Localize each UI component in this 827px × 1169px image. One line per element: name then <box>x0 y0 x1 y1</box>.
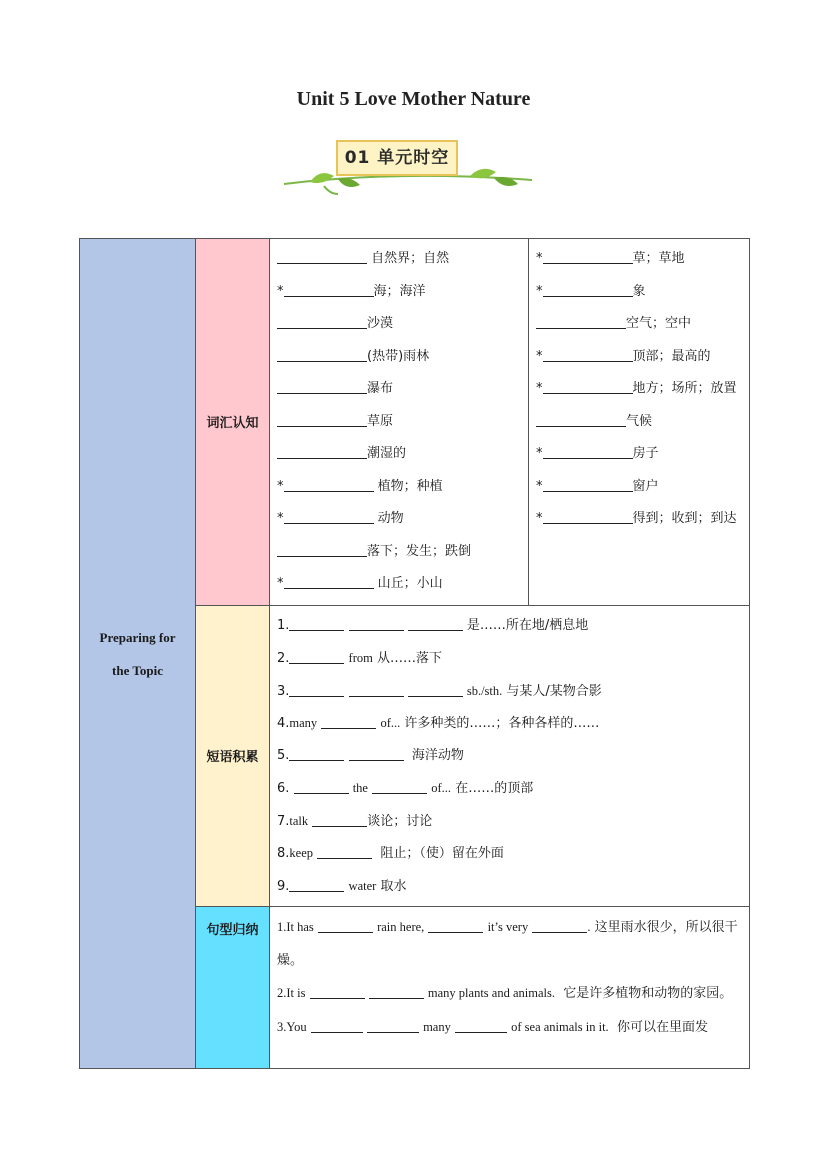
vocab-row <box>277 276 528 309</box>
blank[interactable] <box>289 649 344 664</box>
vocab-row <box>277 373 528 406</box>
sentence-text: . <box>587 920 591 934</box>
vocab-left-cell <box>270 239 529 606</box>
phrase-gloss: 许多种类的……；各种各样的…… <box>404 716 600 731</box>
blank[interactable] <box>289 682 344 697</box>
phrase-gloss: 从……落下 <box>377 651 443 666</box>
category-phrase: 短语积累 <box>196 605 270 907</box>
phrase-word: keep <box>289 846 314 860</box>
blank[interactable] <box>284 574 374 589</box>
vocab-gloss: 自然界；自然 <box>367 251 450 266</box>
vocab-gloss: 空气；空中 <box>626 316 692 331</box>
vocab-gloss: 潮湿的 <box>367 446 407 461</box>
vocab-row <box>536 471 749 504</box>
star-mark: * <box>536 251 543 266</box>
sentence-translation: 它是许多植物和动物的家园。 <box>563 986 733 1001</box>
vocab-gloss: 顶部；最高的 <box>632 348 711 364</box>
vocab-row <box>536 243 749 276</box>
star-mark: * <box>536 381 543 396</box>
topic-cell <box>80 239 196 1069</box>
blank[interactable] <box>312 812 367 827</box>
vocab-row <box>277 406 528 439</box>
phrase-word: talk <box>289 813 309 828</box>
sentence-text: of sea animals in it. <box>511 1019 609 1034</box>
sentence-3 <box>277 1011 743 1045</box>
sentence-text: 2.It is <box>277 986 306 1000</box>
vocab-gloss: 落下；发生；跌倒 <box>367 543 472 559</box>
phrase-word: many <box>289 716 318 730</box>
blank[interactable] <box>277 347 367 362</box>
phrase-gloss: 取水 <box>380 878 407 894</box>
blank[interactable] <box>349 682 404 697</box>
blank[interactable] <box>277 412 367 427</box>
vocab-gloss: 象 <box>632 283 646 299</box>
phrase-gloss: 海洋动物 <box>411 747 464 763</box>
vocab-gloss: 沙漠 <box>367 316 394 331</box>
phrase-word: sb./sth. <box>466 683 503 698</box>
vocab-gloss: 气候 <box>626 413 653 429</box>
phrase-gloss: 阻止；（使）留在外面 <box>380 846 504 861</box>
phrase-row-6: 6. the of... 在……的顶部 <box>277 781 534 796</box>
star-mark: * <box>277 478 284 494</box>
star-mark: * <box>536 446 543 461</box>
blank[interactable] <box>543 477 633 492</box>
star-mark: * <box>277 511 284 526</box>
blank[interactable] <box>455 1018 507 1033</box>
phrase-row-1: 1. 是……所在地/栖息地 <box>277 617 589 633</box>
phrase-gloss: 与某人/某物合影 <box>506 683 602 699</box>
star-mark: * <box>536 478 543 494</box>
blank[interactable] <box>372 779 427 794</box>
phrase-word: the <box>352 781 368 795</box>
blank[interactable] <box>543 347 633 362</box>
page-title: Unit 5 Love Mother Nature <box>296 88 531 110</box>
vocab-row <box>277 471 528 504</box>
blank[interactable] <box>543 282 633 297</box>
phrase-word: of... <box>431 781 452 795</box>
vocab-gloss: 动物 <box>373 511 404 526</box>
blank[interactable] <box>543 379 633 394</box>
blank[interactable] <box>536 412 626 427</box>
sentence-list <box>270 907 749 1044</box>
sentence-2 <box>277 977 743 1011</box>
section-banner <box>280 136 540 200</box>
vocab-row <box>536 406 749 439</box>
sentence-translation: 这里雨水很少，所以很干燥。 <box>277 920 738 968</box>
vocab-gloss: (热带)雨林 <box>367 348 430 364</box>
phrase-gloss: 在……的顶部 <box>455 781 534 796</box>
blank[interactable] <box>349 746 404 761</box>
vocab-gloss: 瀑布 <box>367 381 394 396</box>
blank[interactable] <box>367 1018 419 1033</box>
vocab-right-cell <box>529 239 750 606</box>
vocab-gloss: 山丘；小山 <box>373 576 443 591</box>
vocab-row <box>277 243 528 276</box>
phrase-row-3: 3. sb./sth. 与某人/某物合影 <box>277 683 602 699</box>
blank[interactable] <box>408 616 463 631</box>
blank[interactable] <box>277 444 367 459</box>
blank[interactable] <box>543 509 633 524</box>
vocab-gloss: 草；草地 <box>632 251 685 266</box>
blank[interactable] <box>289 616 344 631</box>
blank[interactable] <box>289 877 344 892</box>
vocab-row <box>277 568 528 601</box>
vocab-row <box>536 373 749 406</box>
blank[interactable] <box>321 714 376 729</box>
star-mark: * <box>536 348 543 364</box>
phrase-word: of... <box>380 716 401 730</box>
phrase-row-9: 9. water 取水 <box>277 878 407 894</box>
topic-line1: Preparing for <box>99 629 176 645</box>
blank[interactable] <box>284 509 374 524</box>
phrase-list <box>270 606 749 907</box>
vocab-gloss: 植物；种植 <box>373 478 443 494</box>
phrase-word: from <box>348 651 373 665</box>
category-vocab: 词汇认知 <box>196 239 270 606</box>
vocab-gloss: 得到；收到；到达 <box>632 511 737 526</box>
banner-label: 01 单元时空 <box>344 148 450 168</box>
sentence-text: it’s very <box>487 920 529 934</box>
blank[interactable] <box>289 746 344 761</box>
sentence-text: 1.It has <box>277 920 314 934</box>
phrase-row-4: 4.many of... 许多种类的……；各种各样的…… <box>277 716 600 731</box>
star-mark: * <box>277 576 284 591</box>
sentence-text: 3.You <box>277 1019 307 1034</box>
vocab-gloss: 海；海洋 <box>373 283 426 299</box>
blank[interactable] <box>543 444 633 459</box>
sentence-1 <box>277 911 743 977</box>
phrase-cell <box>270 605 750 907</box>
vocab-row <box>277 341 528 374</box>
blank[interactable] <box>284 477 374 492</box>
vocab-row <box>536 438 749 471</box>
blank[interactable] <box>277 379 367 394</box>
phrase-row-5: 5. 海洋动物 <box>277 747 464 763</box>
sentence-text: many plants and animals. <box>427 986 555 1000</box>
blank[interactable] <box>277 249 367 264</box>
vocab-gloss: 房子 <box>632 446 659 461</box>
vocab-gloss: 地方；场所；放置 <box>632 381 737 396</box>
phrase-gloss: 是……所在地/栖息地 <box>466 617 589 633</box>
topic-line2: the Topic <box>112 662 163 678</box>
blank[interactable] <box>317 844 372 859</box>
star-mark: * <box>277 283 284 299</box>
sentence-cell <box>270 907 750 1069</box>
blank[interactable] <box>532 918 587 933</box>
blank[interactable] <box>318 918 373 933</box>
star-mark: * <box>536 511 543 526</box>
vocab-gloss: 窗户 <box>632 478 659 494</box>
vocab-row <box>536 276 749 309</box>
sentence-text: rain here, <box>377 920 425 934</box>
category-sentence: 句型归纳 <box>196 907 270 1069</box>
vocab-gloss: 草原 <box>367 413 394 429</box>
phrase-row-7: 7.talk 谈论；讨论 <box>277 813 433 829</box>
sentence-translation: 你可以在里面发 <box>616 1019 708 1035</box>
vocab-row <box>277 503 528 536</box>
vocab-row <box>277 536 528 569</box>
blank[interactable] <box>428 918 483 933</box>
blank[interactable] <box>310 984 365 999</box>
blank[interactable] <box>284 282 374 297</box>
vocab-row <box>536 503 749 536</box>
sentence-text: many <box>423 1019 451 1034</box>
blank[interactable] <box>277 314 367 329</box>
vocab-table <box>79 238 750 1069</box>
vocab-row <box>277 438 528 471</box>
blank[interactable] <box>408 682 463 697</box>
phrase-gloss: 谈论；讨论 <box>367 813 433 829</box>
blank[interactable] <box>294 779 349 794</box>
blank[interactable] <box>311 1018 363 1033</box>
blank[interactable] <box>369 984 424 999</box>
phrase-word: water <box>348 878 377 893</box>
blank[interactable] <box>349 616 404 631</box>
vocab-right-list <box>529 239 749 540</box>
phrase-row-8: 8.keep 阻止；（使）留在外面 <box>277 846 504 861</box>
blank[interactable] <box>277 542 367 557</box>
vocab-row <box>536 308 749 341</box>
blank[interactable] <box>543 249 633 264</box>
vocab-row <box>536 341 749 374</box>
vocab-left-list <box>270 239 528 605</box>
star-mark: * <box>536 283 543 299</box>
vocab-row <box>277 308 528 341</box>
phrase-row-2: 2. from 从……落下 <box>277 651 443 666</box>
blank[interactable] <box>536 314 626 329</box>
